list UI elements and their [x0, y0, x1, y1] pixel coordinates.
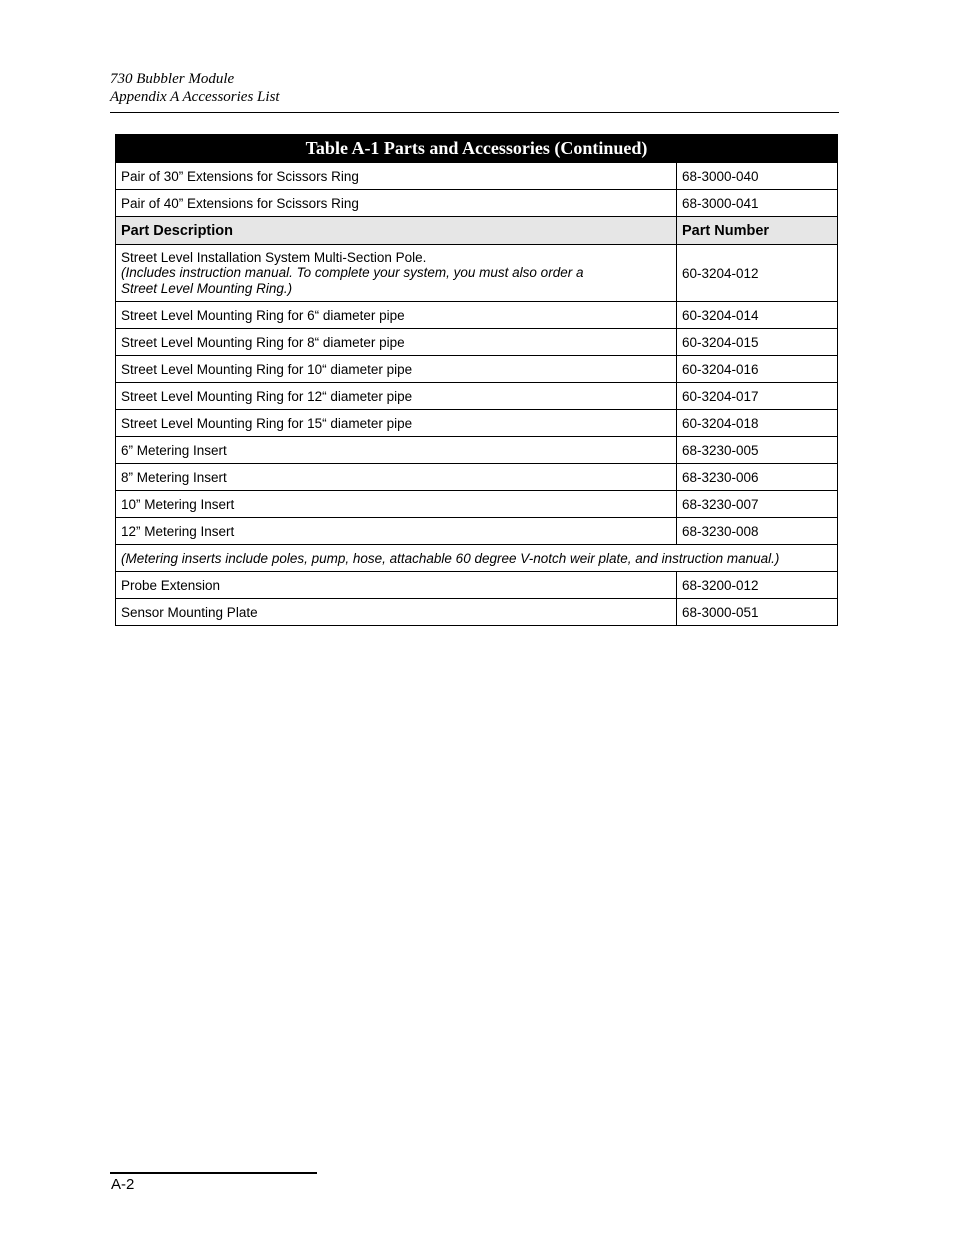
part-number: 60-3204-014 — [677, 302, 838, 329]
table-row — [116, 464, 838, 491]
part-description: Street Level Mounting Ring for 12“ diameter pipe — [116, 383, 677, 410]
table-note-row — [116, 545, 838, 572]
part-number: 60-3204-016 — [677, 356, 838, 383]
table-header-row — [116, 217, 838, 245]
part-description: 8” Metering Insert — [116, 464, 677, 491]
pole-note-line2: Street Level Mounting Ring.) — [121, 280, 293, 296]
part-description: 10” Metering Insert — [116, 491, 677, 518]
table-row — [116, 356, 838, 383]
footer-rule — [110, 1172, 317, 1174]
part-description: Probe Extension — [116, 572, 677, 599]
table-row — [116, 572, 838, 599]
part-description: Street Level Mounting Ring for 10“ diameter pipe — [116, 356, 677, 383]
part-number: 68-3000-040 — [677, 163, 838, 190]
running-head — [110, 70, 280, 106]
table-row — [116, 329, 838, 356]
metering-insert-note: (Metering inserts include poles, pump, hose, attachable 60 degree V-notch weir plate, and instruction manual.) — [116, 545, 838, 572]
part-description: Pair of 30” Extensions for Scissors Ring — [116, 163, 677, 190]
part-description: 12” Metering Insert — [116, 518, 677, 545]
part-number: 60-3204-017 — [677, 383, 838, 410]
part-number: 68-3230-007 — [677, 491, 838, 518]
part-number: 68-3200-012 — [677, 572, 838, 599]
part-description — [116, 245, 677, 302]
pole-description: Street Level Installation System Multi-Section Pole. — [121, 249, 427, 265]
part-number: 68-3230-008 — [677, 518, 838, 545]
part-description: Street Level Mounting Ring for 6“ diameter pipe — [116, 302, 677, 329]
table-title: Table A-1 Parts and Accessories (Continued) — [116, 135, 838, 163]
table-row — [116, 491, 838, 518]
column-header-description: Part Description — [116, 217, 677, 245]
page-number: A-2 — [111, 1176, 135, 1193]
part-description: Pair of 40” Extensions for Scissors Ring — [116, 190, 677, 217]
header-rule — [110, 112, 839, 113]
part-number: 60-3204-018 — [677, 410, 838, 437]
part-description: 6” Metering Insert — [116, 437, 677, 464]
table-row — [116, 163, 838, 190]
table-row — [116, 410, 838, 437]
pole-note-line1: (Includes instruction manual. To complete your system, you must also order a — [121, 265, 584, 281]
running-head-section: Appendix A Accessories List — [110, 89, 280, 105]
part-description: Street Level Mounting Ring for 15“ diameter pipe — [116, 410, 677, 437]
table-row — [116, 437, 838, 464]
part-number: 68-3000-051 — [677, 599, 838, 626]
table-row — [116, 599, 838, 626]
running-head-title: 730 Bubbler Module — [110, 71, 235, 87]
parts-table — [115, 134, 838, 626]
part-number: 68-3230-005 — [677, 437, 838, 464]
part-number: 68-3230-006 — [677, 464, 838, 491]
part-number: 60-3204-012 — [677, 245, 838, 302]
part-description: Street Level Mounting Ring for 8“ diameter pipe — [116, 329, 677, 356]
table-row — [116, 383, 838, 410]
table-row — [116, 518, 838, 545]
part-number: 68-3000-041 — [677, 190, 838, 217]
part-number: 60-3204-015 — [677, 329, 838, 356]
table-row — [116, 302, 838, 329]
table-row — [116, 190, 838, 217]
part-description: Sensor Mounting Plate — [116, 599, 677, 626]
table-row — [116, 245, 838, 302]
column-header-part-number: Part Number — [677, 217, 838, 245]
